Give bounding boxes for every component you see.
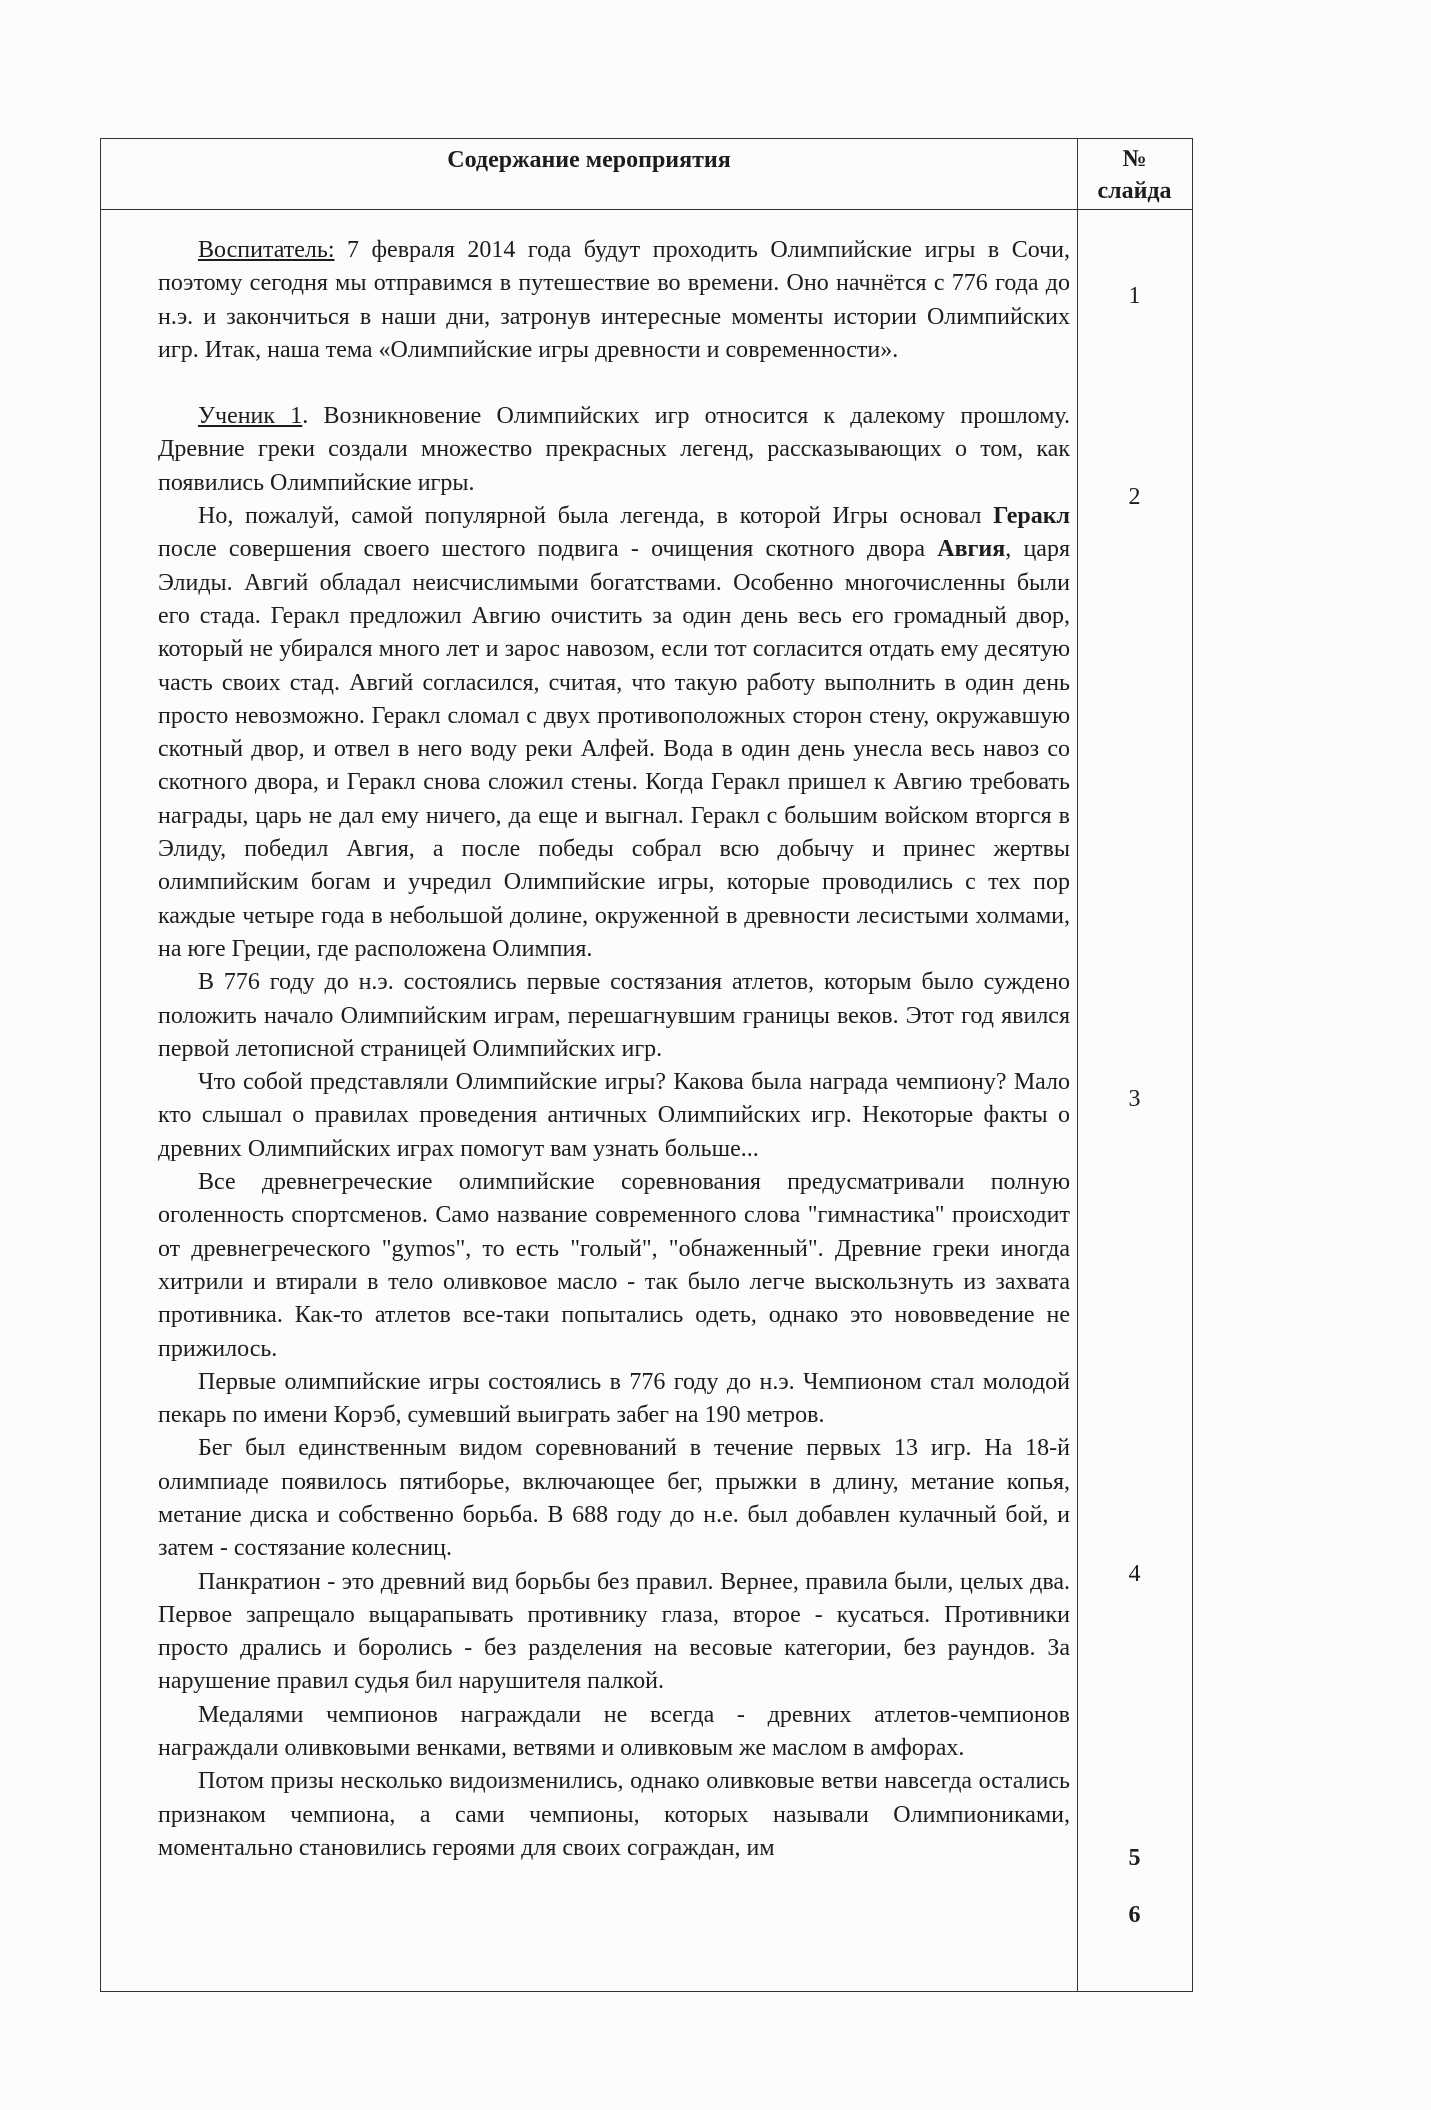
header-divider xyxy=(101,209,1192,210)
paragraph-running: Бег был единственным видом соревнований в течение первых 13 игр. На 18-й олимпиаде появилось пятиборье, включающее бег, прыжки в длину, метание копья, метание диска и собственно борьба. В 688 году до н.е. был добавлен кулачный бой, и затем - состязание колесниц. xyxy=(158,1435,1070,1562)
slide-number-1: 1 xyxy=(1128,283,1141,309)
slide-number-6: 6 xyxy=(1128,1902,1141,1928)
paragraph-student-1: Ученик 1. Возникновение Олимпийских игр относится к далекому прошлому. Древние греки создали множество прекрасных легенд, рассказывающих о том, как появились Олимпийские игры. xyxy=(158,403,1070,496)
event-table xyxy=(100,138,1193,1992)
speaker-teacher: Воспитатель: xyxy=(198,237,335,263)
paragraph-heracles-legend: Но, пожалуй, самой популярной была легенда, в которой Игры основал Геракл после совершения своего шестого подвига - очищения скотного двора Авгия, царя Элиды. Авгий обладал неисчислимыми богатствами. Особенно многочисленны были его стада. Геракл предложил Авгию очистить за один день весь его громадный двор, который не убирался много лет и зарос навозом, если тот согласится отдать ему десятую часть своих стад. Авгий согласился, считая, что такую работу выполнить в один день просто невозможно. Геракл сломал с двух противоположных сторон стену, окружавшую скотный двор, и отвел в него воду реки Алфей. Вода в один день унесла весь навоз со скотного двора, и Геракл снова сложил стены. Когда Геракл пришел к Авгию требовать награды, царь не дал ему ничего, да еще и выгнал. Геракл с большим войском вторгся в Элиду, победил Авгия, а после победы собрал всю добычу и принес жертвы олимпийским богам и учредил Олимпийские игры, которые проводились с тех пор каждые четыре года в небольшой долине, окруженной в древности лесистыми холмами, на юге Греции, где расположена Олимпия. xyxy=(158,503,1070,962)
header-slide-line2: слайда xyxy=(1097,178,1172,204)
paragraph-776: В 776 году до н.э. состоялись первые состязания атлетов, которым было суждено положить начало Олимпийским играм, перешагнувшим границы веков. Этот год явился первой летописной страницей Олимпийских игр. xyxy=(158,969,1070,1062)
paragraph-medals: Медалями чемпионов награждали не всегда - древних атлетов-чемпионов награждали оливковыми венками, ветвями и оливковым же маслом в амфорах. xyxy=(158,1701,1070,1762)
slide-number-4: 4 xyxy=(1128,1561,1141,1587)
bold-heracles: Геракл xyxy=(993,503,1070,530)
bold-augeas: Авгия xyxy=(937,536,1006,563)
paragraph-pankration: Панкратион - это древний вид борьбы без правил. Вернее, правила были, целых два. Первое запрещало выцарапывать противнику глаза, второе - кусаться. Противники просто дрались и боролись - без разделения на весовые категории, без раундов. За нарушение правил судья бил нарушителя палкой. xyxy=(158,1568,1070,1695)
paragraph-teacher: Воспитатель: 7 февраля 2014 года будут проходить Олимпийские игры в Сочи, поэтому сегодня мы отправимся в путешествие во времени. Оно начнётся с 776 года до н.э. и закончиться в наши дни, затронув интересные моменты истории Олимпийских игр. Итак, наша тема «Олимпийские игры древности и современности». xyxy=(158,237,1070,363)
slide-number-2: 2 xyxy=(1128,484,1141,510)
speaker-student-1: Ученик 1 xyxy=(198,403,303,430)
header-slide-line1: № xyxy=(1122,146,1147,172)
slide-number-3: 3 xyxy=(1128,1086,1141,1112)
slide-number-5: 5 xyxy=(1128,1845,1141,1871)
paragraph-questions: Что собой представляли Олимпийские игры? Какова была награда чемпиону? Мало кто слышал о правилах проведения античных Олимпийских игр. Некоторые факты о древних Олимпийских играх помогут вам узнать больше... xyxy=(158,1069,1070,1162)
paragraph-olive-branches: Потом призы несколько видоизменились, однако оливковые ветви навсегда остались признаком чемпиона, а сами чемпионы, которых называли Олимпиониками, моментально становились героями для своих сограждан, им xyxy=(158,1768,1070,1861)
paragraph-first-games: Первые олимпийские игры состоялись в 776 году до н.э. Чемпионом стал молодой пекарь по имени Корэб, сумевший выиграть забег на 190 метров. xyxy=(158,1368,1070,1429)
content-column xyxy=(158,234,1070,1865)
paragraph-nudity: Все древнегреческие олимпийские соревнования предусматривали полную оголенность спортсменов. Само название современного слова "гимнастика" происходит от древнегреческого "gymos", то есть "голый", "обнаженный". Древние греки иногда хитрили и втирали в тело оливковое масло - так было легче выскользнуть из захвата противника. Как-то атлетов все-таки попытались одеть, однако это нововведение не прижилось. xyxy=(158,1169,1070,1362)
header-content: Содержание мероприятия xyxy=(447,147,731,173)
header-slide-number xyxy=(1077,139,1192,209)
column-divider xyxy=(1077,139,1078,1991)
